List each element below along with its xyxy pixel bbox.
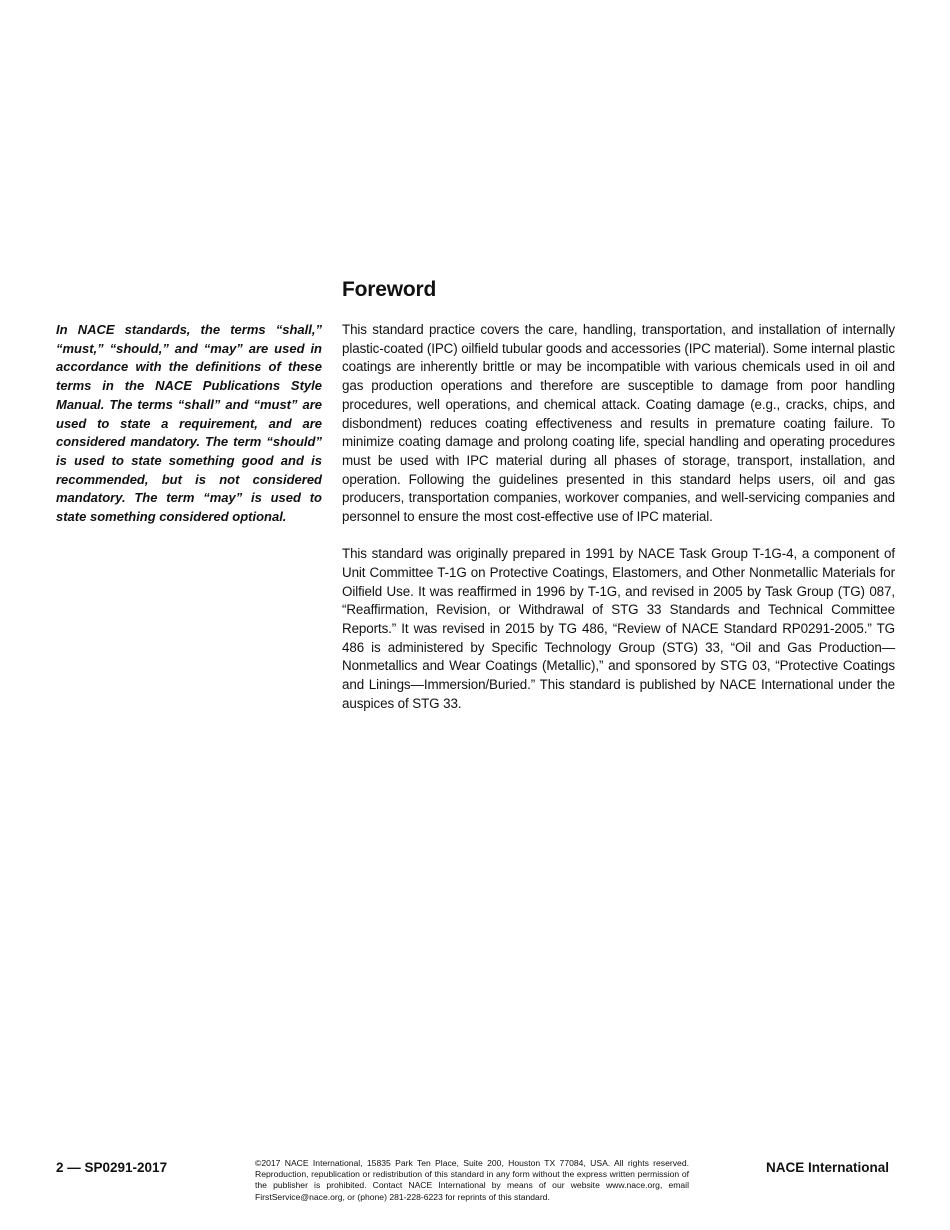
foreword-paragraph-1: This standard practice covers the care, handling, transportation, and installation of internally plastic-coated (IPC) oilfield tubular goods and accessories (IPC material). Some internal plastic coatings are inherently brittle or may be incompatible with various chemicals used in oil and gas production operations and therefore are susceptible to damage from poor handling procedures, well operations, and chemical attack. Coating damage (e.g., cracks, chips, and disbondment) reduces coating effectiveness and results in premature coating failure. To minimize coating damage and prolong coating life, special handling and operating procedures must be used with IPC material during all phases of storage, transport, installation, and operation. Following the guidelines presented in this standard helps users, oil and gas producers, transportation companies, workover companies, and well-servicing companies and personnel to ensure the most cost-effective use of IPC material. bbox=[342, 322, 895, 525]
page-number-and-standard-id: 2 — SP0291-2017 bbox=[56, 1160, 168, 1175]
terminology-note: In NACE standards, the terms “shall,” “must,” “should,” and “may” are used in accordance with the definitions of these terms in the NACE Publications Style Manual. The terms “shall” and “must” are used to state a requirement, and are considered mandatory. The term “should” is used to state something good and is recommended, but is not considered mandatory. The term “may” is used to state something considered optional. bbox=[56, 322, 322, 525]
publisher-name: NACE International bbox=[765, 1160, 889, 1175]
foreword-paragraph-2: This standard was originally prepared in 1991 by NACE Task Group T-1G-4, a component of Unit Committee T-1G on Protective Coatings, Elastomers, and Other Nonmetallic Materials for Oilfield Use. It was reaffirmed in 1996 by T-1G, and revised in 2005 by Task Group (TG) 087, “Reaffirmation, Revision, or Withdrawal of STG 33 Standards and Technical Committee Reports.” It was revised in 2015 by TG 486, “Review of NACE Standard RP0291-2005.” TG 486 is administered by Specific Technology Group (STG) 33, “Oil and Gas Production—Nonmetallics and Wear Coatings (Metallic),” and sponsored by STG 03, “Protective Coatings and Linings—Immersion/Buried.” This standard is published by NACE International under the auspices of STG 33. bbox=[342, 546, 895, 711]
copyright-notice: ©2017 NACE International, 15835 Park Ten Place, Suite 200, Houston TX 77084, USA. All rights reserved. Reproduction, republication or redistribution of this standard in any form without the express written permission of the publisher is prohibited. Contact NACE International by means of our website www.nace.org, email FirstService@nace.org, or (phone) 281-228-6223 for reprints of this standard. bbox=[255, 1158, 689, 1202]
page-title: Foreword bbox=[342, 278, 437, 301]
foreword-body bbox=[342, 321, 895, 732]
